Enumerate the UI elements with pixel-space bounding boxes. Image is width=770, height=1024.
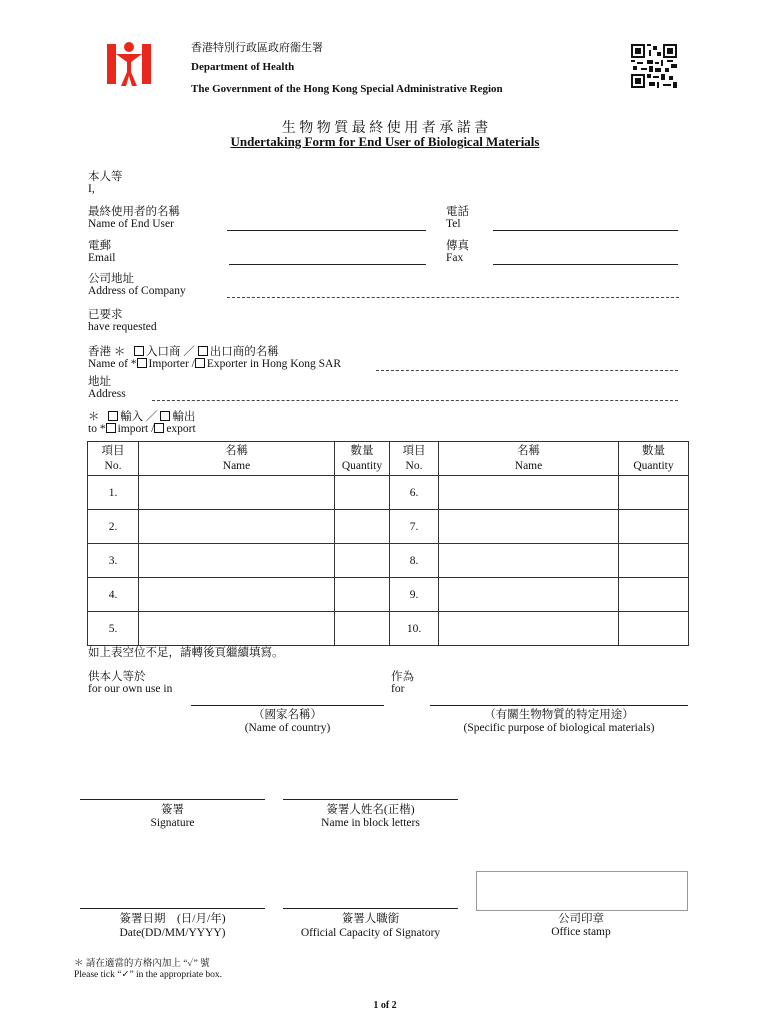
exporter-option-en: Exporter in Hong Kong SAR [206, 358, 342, 370]
export-option-zh: 輸出 [172, 411, 196, 423]
item-number: 2. [88, 510, 139, 544]
country-caption-en: (Name of country) [244, 722, 331, 734]
for-label-zh: 作為 [391, 671, 414, 683]
department-chinese-name: 香港特別行政區政府衞生署 [191, 42, 323, 54]
form-title-english: Undertaking Form for End User of Biological Materials [230, 134, 540, 149]
purpose-caption-en: (Specific purpose of biological materials) [463, 722, 655, 734]
name-cell[interactable] [439, 544, 619, 578]
item-number: 10. [390, 612, 439, 646]
table-row [88, 578, 689, 612]
item-number: 4. [88, 578, 139, 612]
page-number: 1 of 2 [373, 1000, 397, 1011]
quantity-cell[interactable] [335, 544, 390, 578]
exporter-checkbox-zh[interactable] [198, 346, 208, 356]
country-caption-zh: （國家名稱） [253, 709, 322, 721]
address-label-zh: 地址 [88, 376, 111, 388]
item-no-header: 項目 No. [88, 442, 139, 476]
capacity-caption-zh: 簽署人職銜 [341, 913, 400, 925]
stamp-caption-en: Office stamp [551, 926, 611, 938]
company-address-label-en: Address of Company [88, 285, 186, 297]
company-address-label-zh: 公司地址 [88, 273, 134, 285]
address-field[interactable] [152, 400, 678, 401]
import-prefix-zh: ＊ [88, 411, 100, 423]
quantity-cell[interactable] [619, 544, 689, 578]
item-number: 5. [88, 612, 139, 646]
import-checkbox-en[interactable] [106, 423, 116, 433]
table-row [88, 544, 689, 578]
end-user-label-zh: 最終使用者的名稱 [88, 206, 180, 218]
name-cell[interactable] [439, 578, 619, 612]
importer-checkbox-en[interactable] [137, 358, 147, 368]
tel-field[interactable] [493, 230, 678, 231]
importer-prefix-zh: 香港 ＊ [88, 346, 126, 358]
quantity-cell[interactable] [619, 612, 689, 646]
table-overflow-note: 如上表空位不足，請轉後頁繼續填寫。 [88, 647, 284, 659]
requested-label-en: have requested [88, 321, 157, 333]
government-name: The Government of the Hong Kong Special Administrative Region [191, 83, 503, 95]
importer-label-zh [88, 343, 279, 359]
quantity-cell[interactable] [619, 510, 689, 544]
table-row [88, 510, 689, 544]
own-use-label-zh: 供本人等於 [88, 671, 146, 683]
capacity-caption-en: Official Capacity of Signatory [300, 927, 441, 939]
import-export-label-en [88, 423, 196, 435]
we-label-zh: 本人等 [88, 171, 123, 183]
name-cell[interactable] [139, 544, 335, 578]
date-caption-zh: 簽署日期 (日/月/年) [119, 913, 226, 925]
importer-option-zh: 入口商 ／ [146, 346, 195, 358]
quantity-header: 數量 Quantity [619, 442, 689, 476]
signature-caption-en: Signature [150, 817, 195, 829]
form-title-chinese: 生 物 物 質 最 終 使 用 者 承 諾 書 [281, 121, 489, 136]
import-option-en: import / [117, 423, 155, 435]
signature-field[interactable] [80, 799, 265, 800]
quantity-cell[interactable] [619, 476, 689, 510]
email-label-zh: 電郵 [88, 240, 111, 252]
purpose-caption-zh: （有關生物物質的特定用途） [484, 709, 634, 721]
address-label-en: Address [88, 388, 126, 400]
export-option-en: export [166, 423, 196, 435]
item-number: 6. [390, 476, 439, 510]
fax-label-zh: 傳真 [446, 240, 469, 252]
capacity-field[interactable] [283, 908, 458, 909]
tick-instruction-en: Please tick “✓” in the appropriate box. [74, 970, 223, 980]
table-row [88, 612, 689, 646]
exporter-option-zh: 出口商的名稱 [209, 346, 279, 358]
department-english-name: Department of Health [191, 61, 295, 73]
fax-field[interactable] [493, 264, 678, 265]
quantity-cell[interactable] [619, 578, 689, 612]
import-checkbox-zh[interactable] [108, 411, 118, 421]
importer-prefix-en: Name of * [88, 358, 137, 370]
item-number: 7. [390, 510, 439, 544]
importer-checkbox-zh[interactable] [134, 346, 144, 356]
end-user-label-en: Name of End User [88, 218, 174, 230]
block-letters-caption-zh: 簽署人姓名(正楷) [326, 804, 415, 816]
quantity-cell[interactable] [335, 612, 390, 646]
import-prefix-en: to * [88, 423, 106, 435]
export-checkbox-en[interactable] [154, 423, 164, 433]
company-address-field[interactable] [227, 297, 679, 298]
quantity-cell[interactable] [335, 510, 390, 544]
biological-materials-table [87, 441, 689, 646]
department-of-health-logo [107, 40, 151, 91]
table-header-row [88, 442, 689, 476]
email-label-en: Email [88, 252, 116, 264]
stamp-caption-zh: 公司印章 [558, 913, 604, 925]
requested-label-zh: 已要求 [88, 309, 123, 321]
export-checkbox-zh[interactable] [160, 411, 170, 421]
import-option-zh: 輸入 ／ [120, 411, 158, 423]
importer-label-en [88, 358, 341, 370]
name-cell[interactable] [439, 612, 619, 646]
name-cell[interactable] [139, 578, 335, 612]
item-number: 9. [390, 578, 439, 612]
signature-caption-zh: 簽署 [161, 804, 184, 816]
importer-option-en: Importer / [148, 358, 195, 370]
name-cell[interactable] [139, 476, 335, 510]
tel-label-en: Tel [446, 218, 461, 230]
quantity-cell[interactable] [335, 578, 390, 612]
we-label-en: I, [88, 183, 95, 195]
exporter-checkbox-en[interactable] [195, 358, 205, 368]
item-number: 8. [390, 544, 439, 578]
name-cell[interactable] [139, 510, 335, 544]
name-cell[interactable] [439, 476, 619, 510]
quantity-header: 數量 Quantity [335, 442, 390, 476]
tel-label-zh: 電話 [446, 206, 469, 218]
import-export-label-zh [88, 408, 195, 424]
importer-name-field[interactable] [376, 370, 678, 371]
own-use-label-en: for our own use in [88, 683, 173, 695]
name-cell[interactable] [439, 510, 619, 544]
name-header: 名稱 Name [139, 442, 335, 476]
date-caption-en: Date(DD/MM/YYYY) [119, 927, 226, 939]
name-cell[interactable] [139, 612, 335, 646]
table-row [88, 476, 689, 510]
date-field[interactable] [80, 908, 265, 909]
office-stamp-box[interactable] [476, 871, 688, 911]
end-user-field[interactable] [227, 230, 426, 231]
block-letters-caption-en: Name in block letters [321, 817, 420, 829]
fax-label-en: Fax [446, 252, 464, 264]
quantity-cell[interactable] [335, 476, 390, 510]
for-label-en: for [391, 683, 405, 695]
item-number: 1. [88, 476, 139, 510]
qr-code-icon [631, 44, 677, 91]
name-header: 名稱 Name [439, 442, 619, 476]
item-number: 3. [88, 544, 139, 578]
block-letters-field[interactable] [283, 799, 458, 800]
item-no-header: 項目 No. [390, 442, 439, 476]
email-field[interactable] [229, 264, 426, 265]
tick-instruction-zh: ＊ 請在適當的方格內加上 “✓” 號 [74, 959, 210, 969]
